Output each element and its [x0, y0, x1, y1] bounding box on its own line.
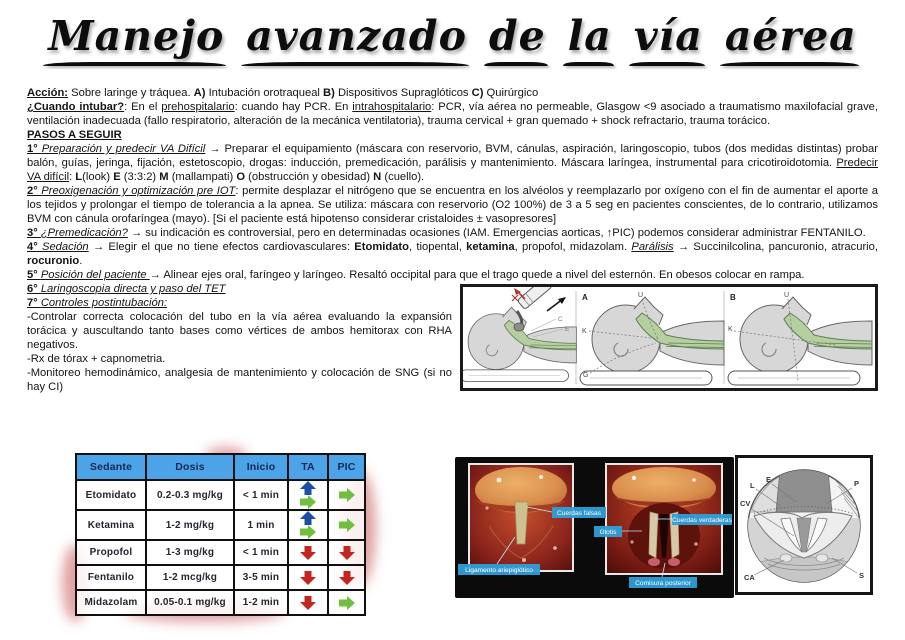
text-run: Quirúrgico	[483, 87, 539, 99]
text-run: Sedación	[42, 241, 89, 253]
ta-arrows-cell	[288, 540, 328, 565]
text-run: -Monitoreo hemodinámico, analgesia de mantenimiento y colocación de SNG (si no hay CI)	[27, 367, 452, 393]
drug-name-cell: Fentanilo	[76, 565, 146, 590]
panel-a-letter: A	[582, 293, 588, 302]
document-body	[27, 86, 878, 395]
onset-cell: 3-5 min	[234, 565, 288, 590]
text-run: E	[113, 171, 121, 183]
label-u: U	[784, 292, 790, 299]
panel-laryngoscope	[463, 287, 576, 381]
down-arrow-icon	[300, 546, 316, 560]
pic-arrows-cell	[328, 510, 365, 540]
pic-arrows-cell	[328, 480, 365, 510]
text-run: 1°	[27, 143, 42, 155]
dose-cell: 0.05-0.1 mg/kg	[146, 590, 234, 615]
right-arrow-icon	[300, 495, 316, 509]
text-run: ketamina	[466, 241, 515, 253]
schematic-label-l: L	[750, 481, 755, 490]
schematic-label-p: P	[854, 479, 860, 488]
text-run: N	[373, 171, 382, 183]
label-k: K	[582, 328, 587, 335]
table-row	[76, 540, 365, 565]
text-run: O	[236, 171, 246, 183]
schematic-label-s: S	[859, 571, 865, 580]
down-arrow-icon	[300, 596, 316, 610]
text-run: , propofol, midazolam.	[514, 241, 632, 253]
svg-text:Cuerdas falsas: Cuerdas falsas	[557, 510, 601, 517]
page-title-word: Manejo	[46, 12, 226, 70]
text-run: ¿Cuando intubar?	[27, 101, 125, 113]
text-run: 2°	[27, 185, 42, 197]
table-row	[76, 590, 365, 615]
ta-arrows-cell	[288, 590, 328, 615]
text-run: : permite desplazar el nitrógeno que se encuentra en los alvéolos y reemplazarlo por oxígeno con el fin de aumentar el aporte a los tejidos y prolongar el tiempo de tolerancia a la apnea. Se utiliza: máscara con reservorio (O2 100%) de 3 a 5 seg en pacientes conscientes, de lo contrario, utilizamos BVM con cánula orofaríngea (mayo). [Si el paciente está hipotenso considerar cristaloides ± vasopresores]	[27, 185, 878, 225]
text-run: Intubación orotraqueal	[205, 87, 324, 99]
text-run: Parálisis	[631, 241, 674, 253]
svg-text:Glotis: Glotis	[599, 529, 617, 536]
text-run: → Alinear ejes oral, faríngeo y laríngeo. Resaltó occipital para que el trago quede a nivel del esternón. En obesos colocar en rampa.	[149, 269, 805, 281]
airway-diagram-svg	[463, 287, 875, 388]
paragraph	[27, 268, 878, 282]
page-title-word: avanzado	[244, 12, 469, 70]
intro-paragraphs	[27, 86, 878, 282]
dose-cell: 1-2 mcg/kg	[146, 565, 234, 590]
panel-b-letter: B	[730, 293, 736, 302]
text-run: :	[69, 171, 76, 183]
text-run: Preparación y predecir VA Difícil	[41, 143, 206, 155]
label-k: K	[728, 326, 733, 333]
text-run: Laringoscopia directa y paso del TET	[40, 283, 226, 295]
text-run: 6°	[27, 283, 41, 295]
pic-arrows-cell	[328, 590, 365, 615]
panel-a	[580, 292, 724, 385]
text-run: .	[79, 255, 83, 267]
page-title	[0, 12, 905, 70]
dose-cell: 1-3 mg/kg	[146, 540, 234, 565]
text-run: Posición del paciente	[40, 269, 150, 281]
page-title-word: la	[566, 12, 614, 70]
svg-text:Cuerdas verdaderas: Cuerdas verdaderas	[672, 517, 732, 524]
right-arrow-icon	[339, 596, 355, 610]
text-run: → Succinilcolina, pancuronio, atracurio,	[673, 241, 878, 253]
text-run: : cuando hay PCR. En	[234, 101, 353, 113]
svg-text:Ligamento ariepiglótico: Ligamento ariepiglótico	[465, 567, 533, 574]
text-run: prehospitalario	[161, 101, 235, 113]
table-row	[76, 510, 365, 540]
text-run: Dispositivos Supraglóticos	[334, 87, 472, 99]
table-header-row	[76, 454, 365, 480]
page-title-word: vía	[632, 12, 705, 70]
table-row	[76, 565, 365, 590]
text-run: → Preparar el equipamiento (máscara con reservorio, BVM, cánulas, aspiración, laringoscopio, tubos (dos medidas distintas) probar balón, guías, jeringa, fijación, estetoscopio, drogas: inducción, premedicación, parálisis y mantenimiento. Máscara laríngea, instrumental para cricotiroidotomia.	[27, 143, 878, 169]
text-run: Acción:	[27, 87, 69, 99]
schematic-label-ca: CA	[744, 573, 755, 582]
down-arrow-icon	[300, 571, 316, 585]
paragraph	[27, 86, 878, 100]
text-run: (3:3:2)	[120, 171, 160, 183]
text-run: rocuronio	[27, 255, 80, 267]
onset-cell: < 1 min	[234, 540, 288, 565]
glottis-schematic	[735, 455, 873, 595]
glottis-schematic-svg	[738, 458, 869, 591]
paragraph	[27, 100, 878, 128]
sedative-table	[75, 453, 366, 616]
text-run: C)	[471, 87, 484, 99]
page-title-word: aérea	[723, 12, 859, 70]
larynx-photos	[455, 457, 734, 598]
table-header-cell: Inicio	[234, 454, 288, 480]
onset-cell: < 1 min	[234, 480, 288, 510]
table-header-cell: Sedante	[76, 454, 146, 480]
text-run: ¿Premedicación?	[40, 227, 128, 239]
text-run: Controles postintubación:	[40, 297, 168, 309]
right-arrow-icon	[339, 518, 355, 532]
text-run: : PCR, vía aérea no permeable, Glasgow <9 asociado a traumatismo maxilofacial grave, ventilación inadecuada (fallo respiratorio, alteración de la mecánica ventilatoria), trauma cervical + gran quemado + shock refractario, trauma torácico.	[27, 101, 878, 127]
drug-name-cell: Ketamina	[76, 510, 146, 540]
label-u: U	[638, 292, 644, 299]
label-e: E	[565, 326, 570, 333]
text-run: (mallampati)	[168, 171, 237, 183]
svg-text:Comisura posterior: Comisura posterior	[635, 580, 691, 587]
text-run: , tiopental,	[409, 241, 467, 253]
drug-name-cell: Etomidato	[76, 480, 146, 510]
ta-arrows-cell	[288, 565, 328, 590]
text-run: -Rx de tórax + capnometria.	[27, 353, 166, 365]
paragraph	[27, 128, 878, 142]
pic-arrows-cell	[328, 565, 365, 590]
schematic-label-cv: CV	[740, 499, 751, 508]
drug-name-cell: Propofol	[76, 540, 146, 565]
pic-arrows-cell	[328, 540, 365, 565]
text-run: A)	[193, 87, 206, 99]
label-g: G	[583, 372, 589, 379]
text-run: intrahospitalario	[352, 101, 432, 113]
down-arrow-icon	[339, 571, 355, 585]
text-run: B)	[323, 87, 335, 99]
onset-cell: 1 min	[234, 510, 288, 540]
text-run: -Controlar correcta colocación del tubo en la vía aérea evaluando la expansión torácica y auscultando tanto bases como vértices de ambos hemitorax con RHA negativos.	[27, 311, 452, 351]
laryngoscope-icon	[517, 287, 552, 310]
label-c: C	[558, 316, 563, 323]
text-run: → su indicación es controversial, pero en determinadas ocasiones (IAM. Emergencias aorticas, ↑PIC) podemos considerar administrar FENTANILO.	[127, 227, 866, 239]
drug-name-cell: Midazolam	[76, 590, 146, 615]
ta-arrows-cell	[288, 480, 328, 510]
text-run: (obstrucción y obesidad)	[245, 171, 374, 183]
text-run: Predecir VA difícil	[27, 157, 878, 183]
page-title-word: de	[487, 12, 548, 70]
text-run: (cuello).	[381, 171, 425, 183]
dose-cell: 0.2-0.3 mg/kg	[146, 480, 234, 510]
direction-arrow-icon	[547, 297, 566, 311]
table-row	[76, 480, 365, 510]
airway-diagram	[460, 284, 878, 391]
right-arrow-icon	[300, 525, 316, 539]
schematic-label-e: E	[766, 475, 772, 484]
dose-cell: 1-2 mg/kg	[146, 510, 234, 540]
text-run: 4°	[27, 241, 42, 253]
text-run: 5°	[27, 269, 41, 281]
text-run: : En el	[124, 101, 162, 113]
text-run: L	[75, 171, 83, 183]
table-header-cell: PIC	[328, 454, 365, 480]
right-arrow-icon	[339, 488, 355, 502]
text-run: M	[159, 171, 169, 183]
paragraph	[27, 226, 878, 240]
larynx-photos-svg	[455, 457, 734, 598]
text-run: Preoxigenación y optimización pre IOT	[41, 185, 236, 197]
paragraph	[27, 142, 878, 184]
down-arrow-icon	[339, 546, 355, 560]
text-run: Etomidato	[354, 241, 409, 253]
text-run: PASOS A SEGUIR	[27, 129, 122, 141]
table-header-cell: Dosis	[146, 454, 234, 480]
table-header-cell: TA	[288, 454, 328, 480]
drug-table-section	[60, 444, 390, 624]
text-run: → Elegir el que no tiene efectos cardiovasculares:	[88, 241, 355, 253]
up-arrow-icon	[300, 511, 316, 525]
text-run: 7°	[27, 297, 41, 309]
text-run: 3°	[27, 227, 41, 239]
text-run: (look)	[82, 171, 114, 183]
ta-arrows-cell	[288, 510, 328, 540]
text-run: Sobre laringe y tráquea.	[68, 87, 194, 99]
panel-b	[728, 292, 872, 385]
up-arrow-icon	[300, 481, 316, 495]
paragraph	[27, 240, 878, 268]
paragraph	[27, 184, 878, 226]
onset-cell: 1-2 min	[234, 590, 288, 615]
